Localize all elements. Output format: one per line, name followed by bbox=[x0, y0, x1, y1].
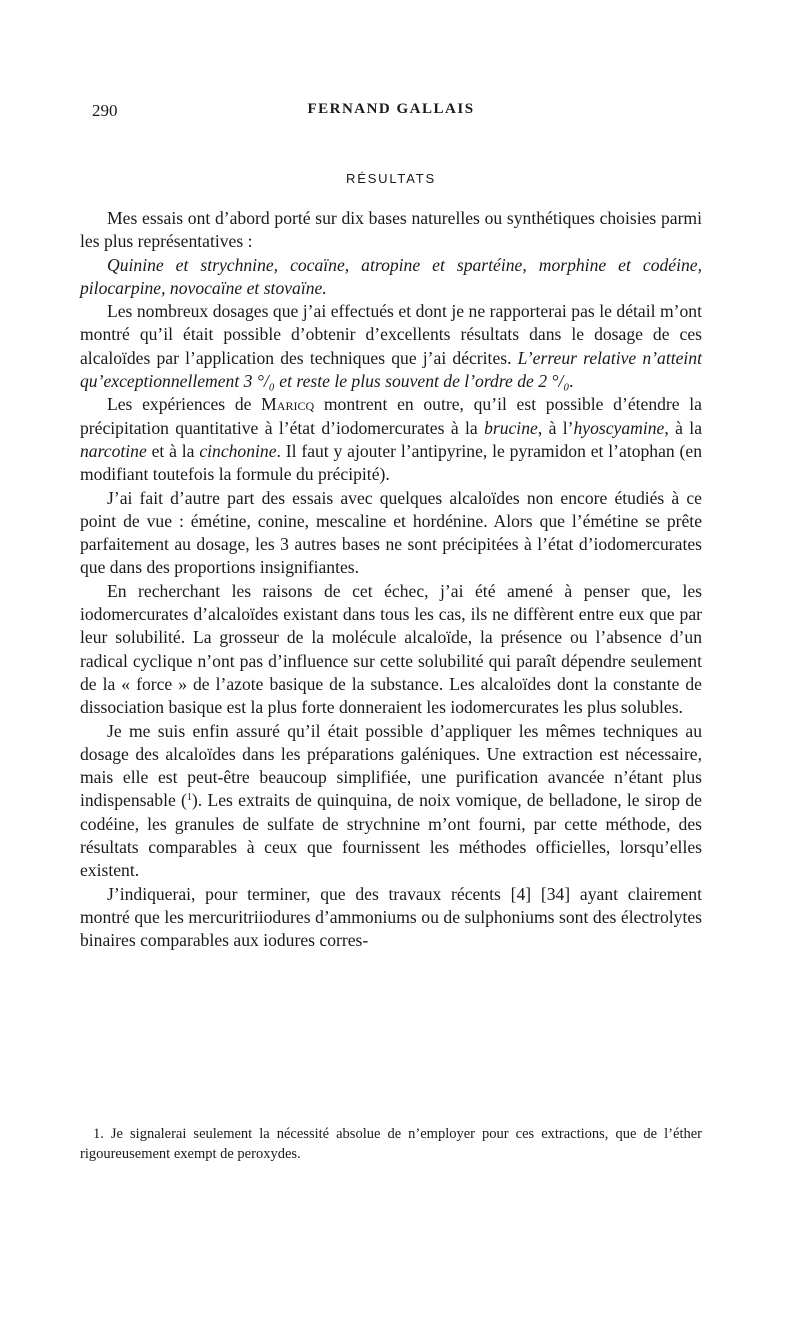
paragraph-3-text: Les nombreux dosages que j’ai effectués et dont je ne rapporterai pas le détail m’ont montré qu’il était possible d’obtenir d’excellents résultats dans le dosage de ces alcaloïdes par l’application des techniques que j’ai décrites. bbox=[80, 301, 702, 368]
paragraph-6-text: En recherchant les raisons de cet échec, j’ai été amené à penser que, les iodomercurates d’alcaloïdes existant dans tous les cas, ils ne diffèrent entre eux que par leur solubilité. La grosseur de la molécule alcaloïde, la présence ou l’absence d’un radical cyclique n’ont pas d’influence sur cette solubilité qui paraît dépendre seulement de la « force » de l’azote basique de la substance. Les alcaloïdes dont la constante de dissociation basique est la plus forte donneraient les iodomercurates les plus solubles. bbox=[80, 580, 702, 718]
paragraph-5-text: J’ai fait d’autre part des essais avec quelques alcaloïdes non encore étudiés à ce point de vue : émétine, conine, mescaline et hordénine. Alors que l’émétine se prête parfaitement au dosage, les 3 autres bases ne sont précipitées à l’état d’iodomercurates que dans des proportions insignifiantes. bbox=[80, 487, 702, 578]
page-header bbox=[80, 101, 702, 125]
paragraph-7-text-b: ). Les extraits de quinquina, de noix vomique, de belladone, le sirop de codéine, les granules de sulfate de strychnine m’ont fourni, par cette méthode, des résultats comparables à ceux que fournissent les méthodes officielles, lorsqu’elles existent. bbox=[80, 790, 702, 881]
running-title: FERNAND GALLAIS bbox=[307, 101, 475, 117]
section-title: RÉSULTATS bbox=[346, 171, 436, 186]
paragraph-2 bbox=[80, 254, 702, 301]
paragraph-4-text-f: , à la bbox=[664, 417, 702, 438]
page-number: 290 bbox=[92, 101, 118, 120]
paragraph-3 bbox=[80, 300, 702, 393]
paragraph-4-text-d: , à l’ bbox=[537, 417, 574, 438]
alkaloid-narcotine: narcotine bbox=[80, 440, 147, 461]
footnote: 1. Je signalerai seulement la nécessité absolue de n’employer pour ces extractions, que de l’éther rigoureusement exempt de peroxydes. bbox=[80, 1126, 702, 1162]
paragraph-4-text-b: montrent en outre, qu’il est possible d’étendre la précipitation quantitative à l’état d’iodomercurates à la bbox=[80, 394, 702, 438]
paragraph-1-text: Mes essais ont d’abord porté sur dix bases naturelles ou synthétiques choisies parmi les plus représentatives : bbox=[80, 208, 702, 252]
footnote-ref: 1 bbox=[186, 792, 192, 804]
paragraph-4-text-j: . Il faut y ajouter l’antipyrine, le pyramidon et l’atophan (en modifiant toutefois la formule du précipité). bbox=[80, 440, 703, 485]
alkaloid-brucine: brucine bbox=[484, 417, 538, 438]
paragraph-4-text-a: Les expériences de bbox=[107, 394, 262, 415]
paragraph-4 bbox=[80, 393, 702, 486]
body-text bbox=[80, 207, 702, 953]
paragraph-1 bbox=[80, 207, 702, 254]
alkaloid-cinchonine: cinchonine bbox=[199, 440, 277, 461]
paragraph-6 bbox=[80, 580, 702, 720]
paragraph-5 bbox=[80, 487, 702, 580]
alkaloid-hyoscyamine: hyoscyamine bbox=[573, 417, 665, 438]
paragraph-8-text: J’indiquerai, pour terminer, que des travaux récents [4] [34] ayant clairement montré que les mercuritriiodures d’ammoniums ou de sulphoniums sont des électrolytes binaires comparables aux iodures corres- bbox=[80, 883, 702, 951]
paragraph-8 bbox=[80, 883, 702, 953]
paragraph-7-text-a: Je me suis enfin assuré qu’il était possible d’appliquer les mêmes techniques au dosage des alcaloïdes dans les préparations galéniques. Une extraction est nécessaire, mais elle est peut-être beaucoup simplifiée, une purification avancée n’étant plus indispensable ( bbox=[80, 720, 702, 811]
paragraph-7 bbox=[80, 720, 702, 883]
author-name: Maricq bbox=[261, 394, 315, 415]
paragraph-4-text-h: et à la bbox=[146, 440, 200, 461]
error-statement: L’erreur relative n’atteint qu’exceptionnellement 3 °/₀ et reste le plus souvent de l’ordre de 2 °/₀. bbox=[80, 347, 702, 392]
alkaloid-list: Quinine et strychnine, cocaïne, atropine et spartéine, morphine et codéine, pilocarpine, novocaïne et stovaïne. bbox=[80, 254, 702, 298]
